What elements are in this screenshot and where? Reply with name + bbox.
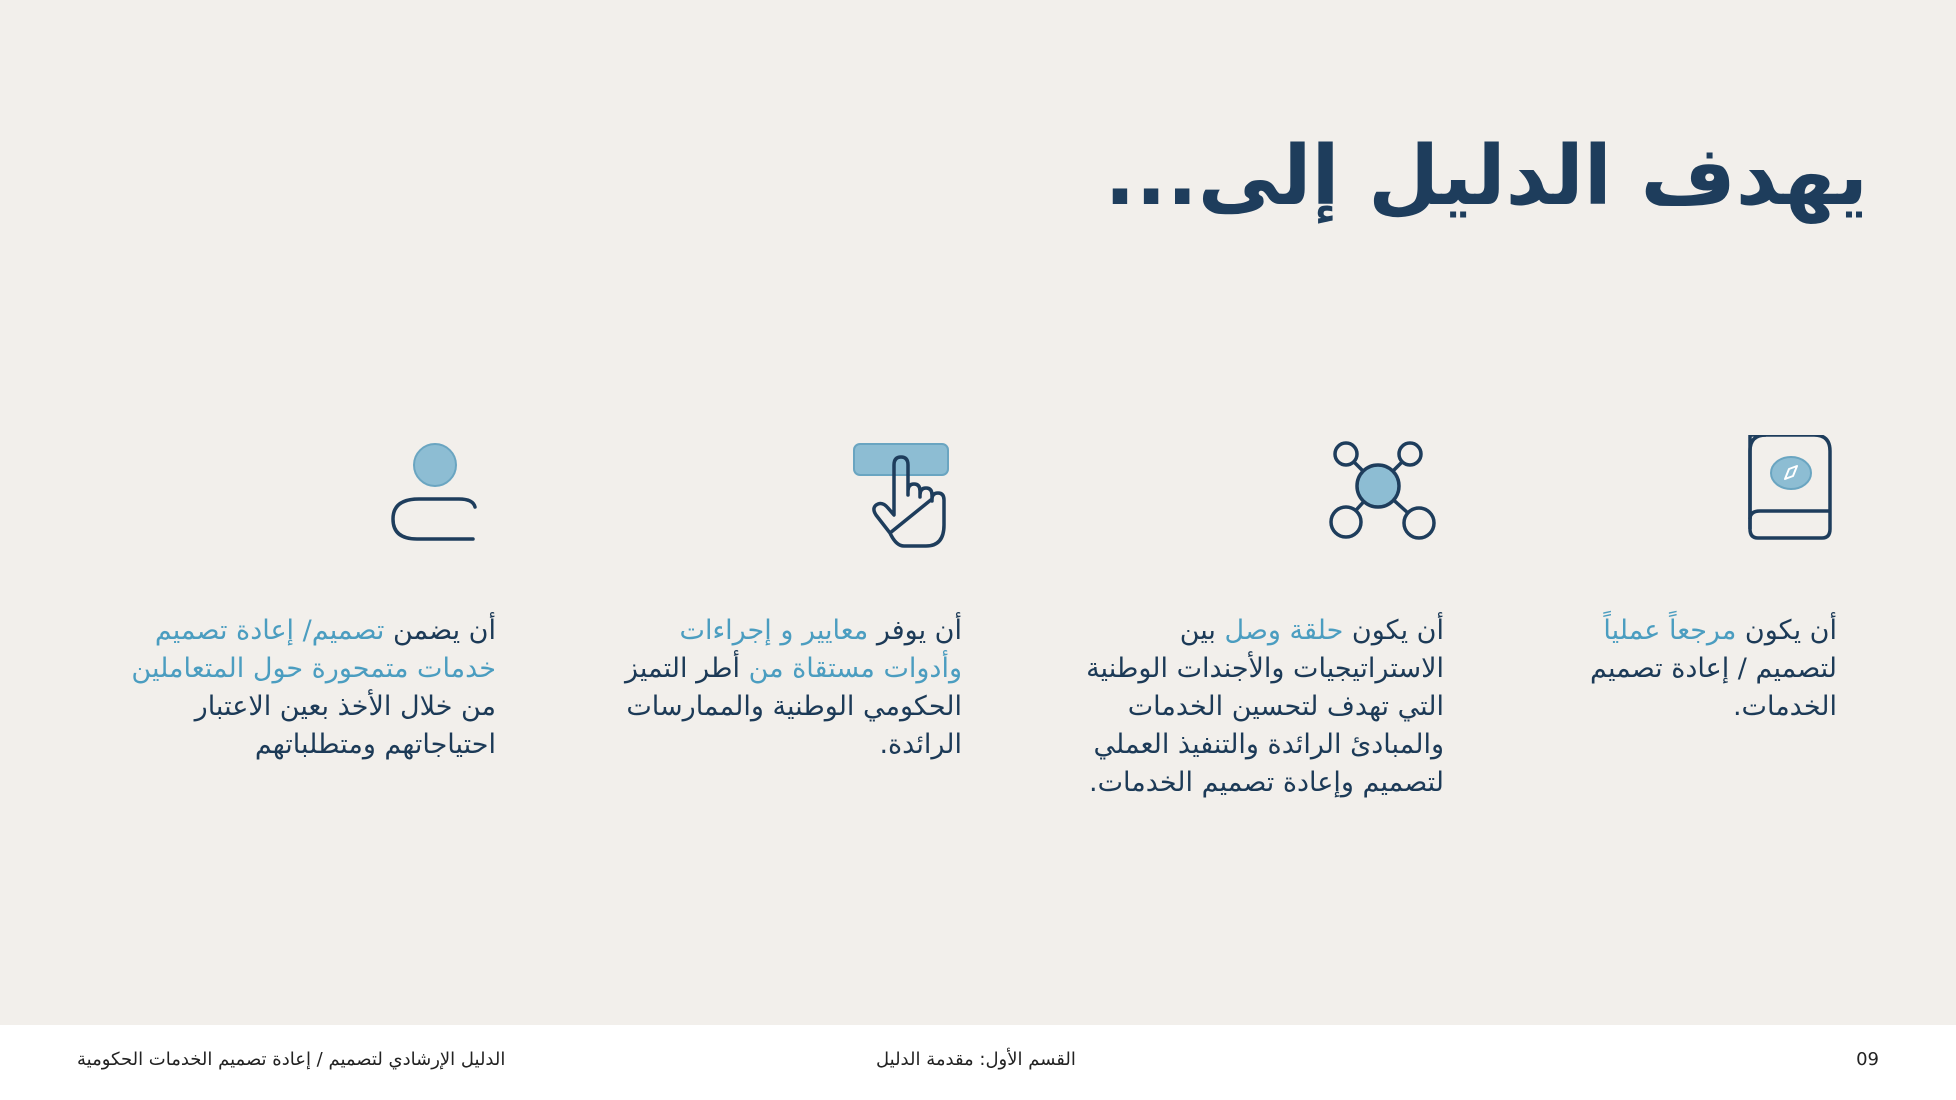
document-title: الدليل الإرشادي لتصميم / إعادة تصميم الخدمات الحكومية — [77, 1049, 506, 1070]
section-label: القسم الأول: مقدمة الدليل — [876, 1049, 1076, 1070]
goal-item-4-prefix: أن يضمن — [384, 615, 496, 646]
goal-item-3-highlight: معايير و إجراءات وأدوات مستقاة من — [679, 615, 962, 684]
page-title: يهدف الدليل إلى... — [1104, 129, 1868, 224]
hand-pointer-button-icon — [842, 435, 962, 555]
page-number: 09 — [1856, 1049, 1879, 1070]
guidebook-compass-icon — [1736, 435, 1856, 555]
user-person-icon — [375, 435, 495, 555]
goal-item-1-prefix: أن يكون — [1736, 615, 1837, 646]
goal-item-3-text: أطر التميز الحكومي الوطنية والممارسات الرائدة. — [624, 653, 962, 760]
network-connection-icon — [1318, 435, 1438, 555]
goal-item-2-highlight: حلقة وصل — [1224, 615, 1344, 646]
goal-item-4-text: من خلال الأخذ بعين الاعتبار احتياجاتهم ومتطلباتهم — [194, 691, 496, 760]
goal-item-1 — [1537, 612, 1837, 726]
page-footer — [0, 1025, 1956, 1100]
goal-item-1-highlight: مرجعاً عملياً — [1603, 615, 1737, 646]
goal-item-4 — [106, 612, 496, 764]
goal-item-2 — [1084, 612, 1444, 802]
goal-item-2-text: بين الاستراتيجيات والأجندات الوطنية التي تهدف لتحسين الخدمات والمبادئ الرائدة والتنفيذ العملي لتصميم وإعادة تصميم الخدمات. — [1086, 615, 1444, 798]
goal-item-2-prefix: أن يكون — [1343, 615, 1444, 646]
goal-item-3 — [602, 612, 962, 764]
goal-item-3-prefix: أن يوفر — [868, 615, 962, 646]
goal-item-1-text: لتصميم / إعادة تصميم الخدمات. — [1589, 653, 1837, 722]
goal-item-4-highlight: تصميم/ إعادة تصميم خدمات متمحورة حول المتعاملين — [131, 615, 496, 684]
